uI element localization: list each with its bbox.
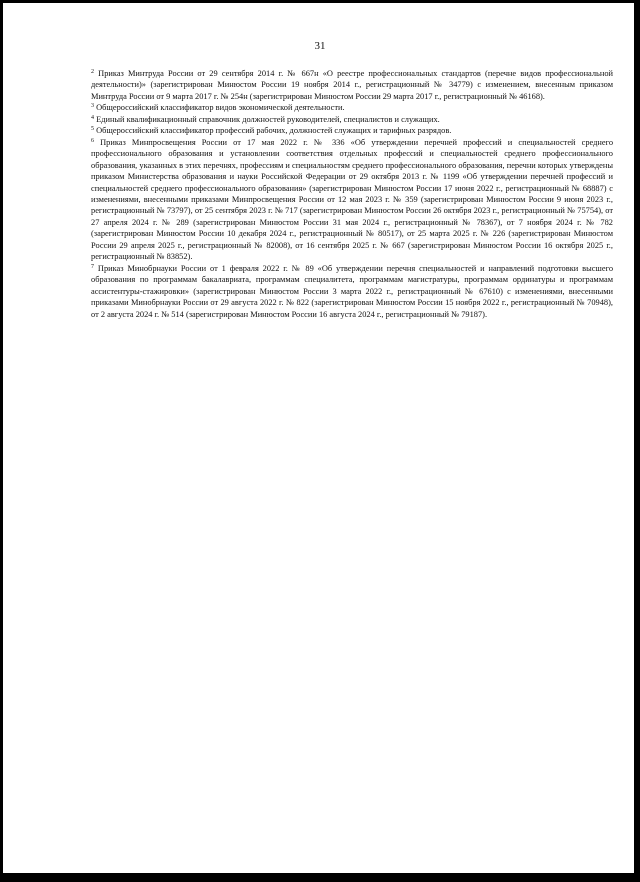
footnote-text: Общероссийский классификатор профессий рабочих, должностей служащих и тарифных разрядов.: [96, 126, 452, 136]
footnote-text: Приказ Минобрнауки России от 1 февраля 2022 г. № 89 «Об утверждении перечня специальностей и направлений подготовки высшего образования по программам бакалавриата, программам специалитета, программам магистратуры, программам ординатуры и программам ассистентуры-стажировки» (зарегистрирован Минюстом России 3 марта 2022 г., регистрационный № 67610) с изменениями, внесенными приказами Минобрнауки России от 29 августа 2022 г. № 822 (зарегистрирован Минюстом России 15 ноября 2022 г., регистрационный № 70948), от 2 августа 2024 г. № 514 (зарегистрирован Минюстом России 16 августа 2024 г., регистрационный № 79187).: [91, 263, 614, 319]
page-number: 31: [314, 40, 326, 52]
footnote-text: Приказ Минпросвещения России от 17 мая 2022 г. № 336 «Об утверждении перечней профессий и специальностей среднего профессионального образования и установлении соответствия отдельных профессий и специальностей среднего профессионального образования, указанных в этих перечнях, профессиям и специальностям среднего профессионального образования, перечни которых утверждены приказом Министерства образования и науки Российской Федерации от 29 октября 2013 г. № 1199 «Об утверждении перечней профессий и специальностей среднего профессионального образования» (зарегистрирован Минюстом России 17 июня 2022 г., регистрационный № 68887) с изменениями, внесенными приказами Минпросвещения России от 12 мая 2023 г. № 359 (зарегистрирован Минюстом России 9 июня 2023 г., регистрационный № 73797), от 25 сентября 2023 г. № 717 (зарегистрирован Минюстом России 26 октября 2023 г., регистрационный № 75754), от 27 апреля 2024 г. № 289 (зарегистрирован Минюстом России 31 мая 2024 г., регистрационный № 78367), от 7 ноября 2024 г. № 782 (зарегистрирован Минюстом России 10 декабря 2024 г., регистрационный № 80517), от 25 марта 2025 г. № 226 (зарегистрирован Минюстом России 29 апреля 2025 г., регистрационный № 82008), от 16 сентября 2025 г. № 667 (зарегистрирован Минюстом России 16 октября 2025 г., регистрационный № 83852).: [91, 137, 614, 262]
footnote: [91, 68, 613, 102]
scan-border-top: [0, 0, 640, 3]
footnote-marker: 7: [91, 263, 94, 270]
footnote-marker: 2: [91, 69, 94, 75]
footnote-text: Общероссийский классификатор видов экономической деятельности.: [96, 103, 345, 113]
footnote-marker: 3: [91, 103, 94, 110]
scan-border-left: [0, 0, 3, 882]
footnote: [91, 102, 613, 113]
footnote: [91, 263, 613, 320]
footnote: [91, 137, 613, 263]
footnote-marker: 5: [91, 126, 94, 133]
footnote-marker: 4: [91, 114, 94, 121]
footnote: [91, 125, 613, 136]
footnote-text: Единый квалификационный справочник должностей руководителей, специалистов и служащих.: [96, 114, 440, 124]
scan-border-right: [634, 0, 640, 882]
footnote-text: Приказ Минтруда России от 29 сентября 2014 г. № 667н «О реестре профессиональных стандартов (перечне видов профессиональной деятельности)» (зарегистрирован Минюстом России 19 ноября 2014 г., регистрационный № 34779) с изменением, внесенным приказом Минтруда России от 9 марта 2017 г. № 254н (зарегистрирован Минюстом России 29 марта 2017 г., регистрационный № 46168).: [91, 69, 614, 101]
scan-border-bottom: [0, 873, 640, 882]
footnote-marker: 6: [91, 137, 94, 144]
footnote: [91, 114, 613, 125]
footnotes-section: [91, 68, 613, 320]
